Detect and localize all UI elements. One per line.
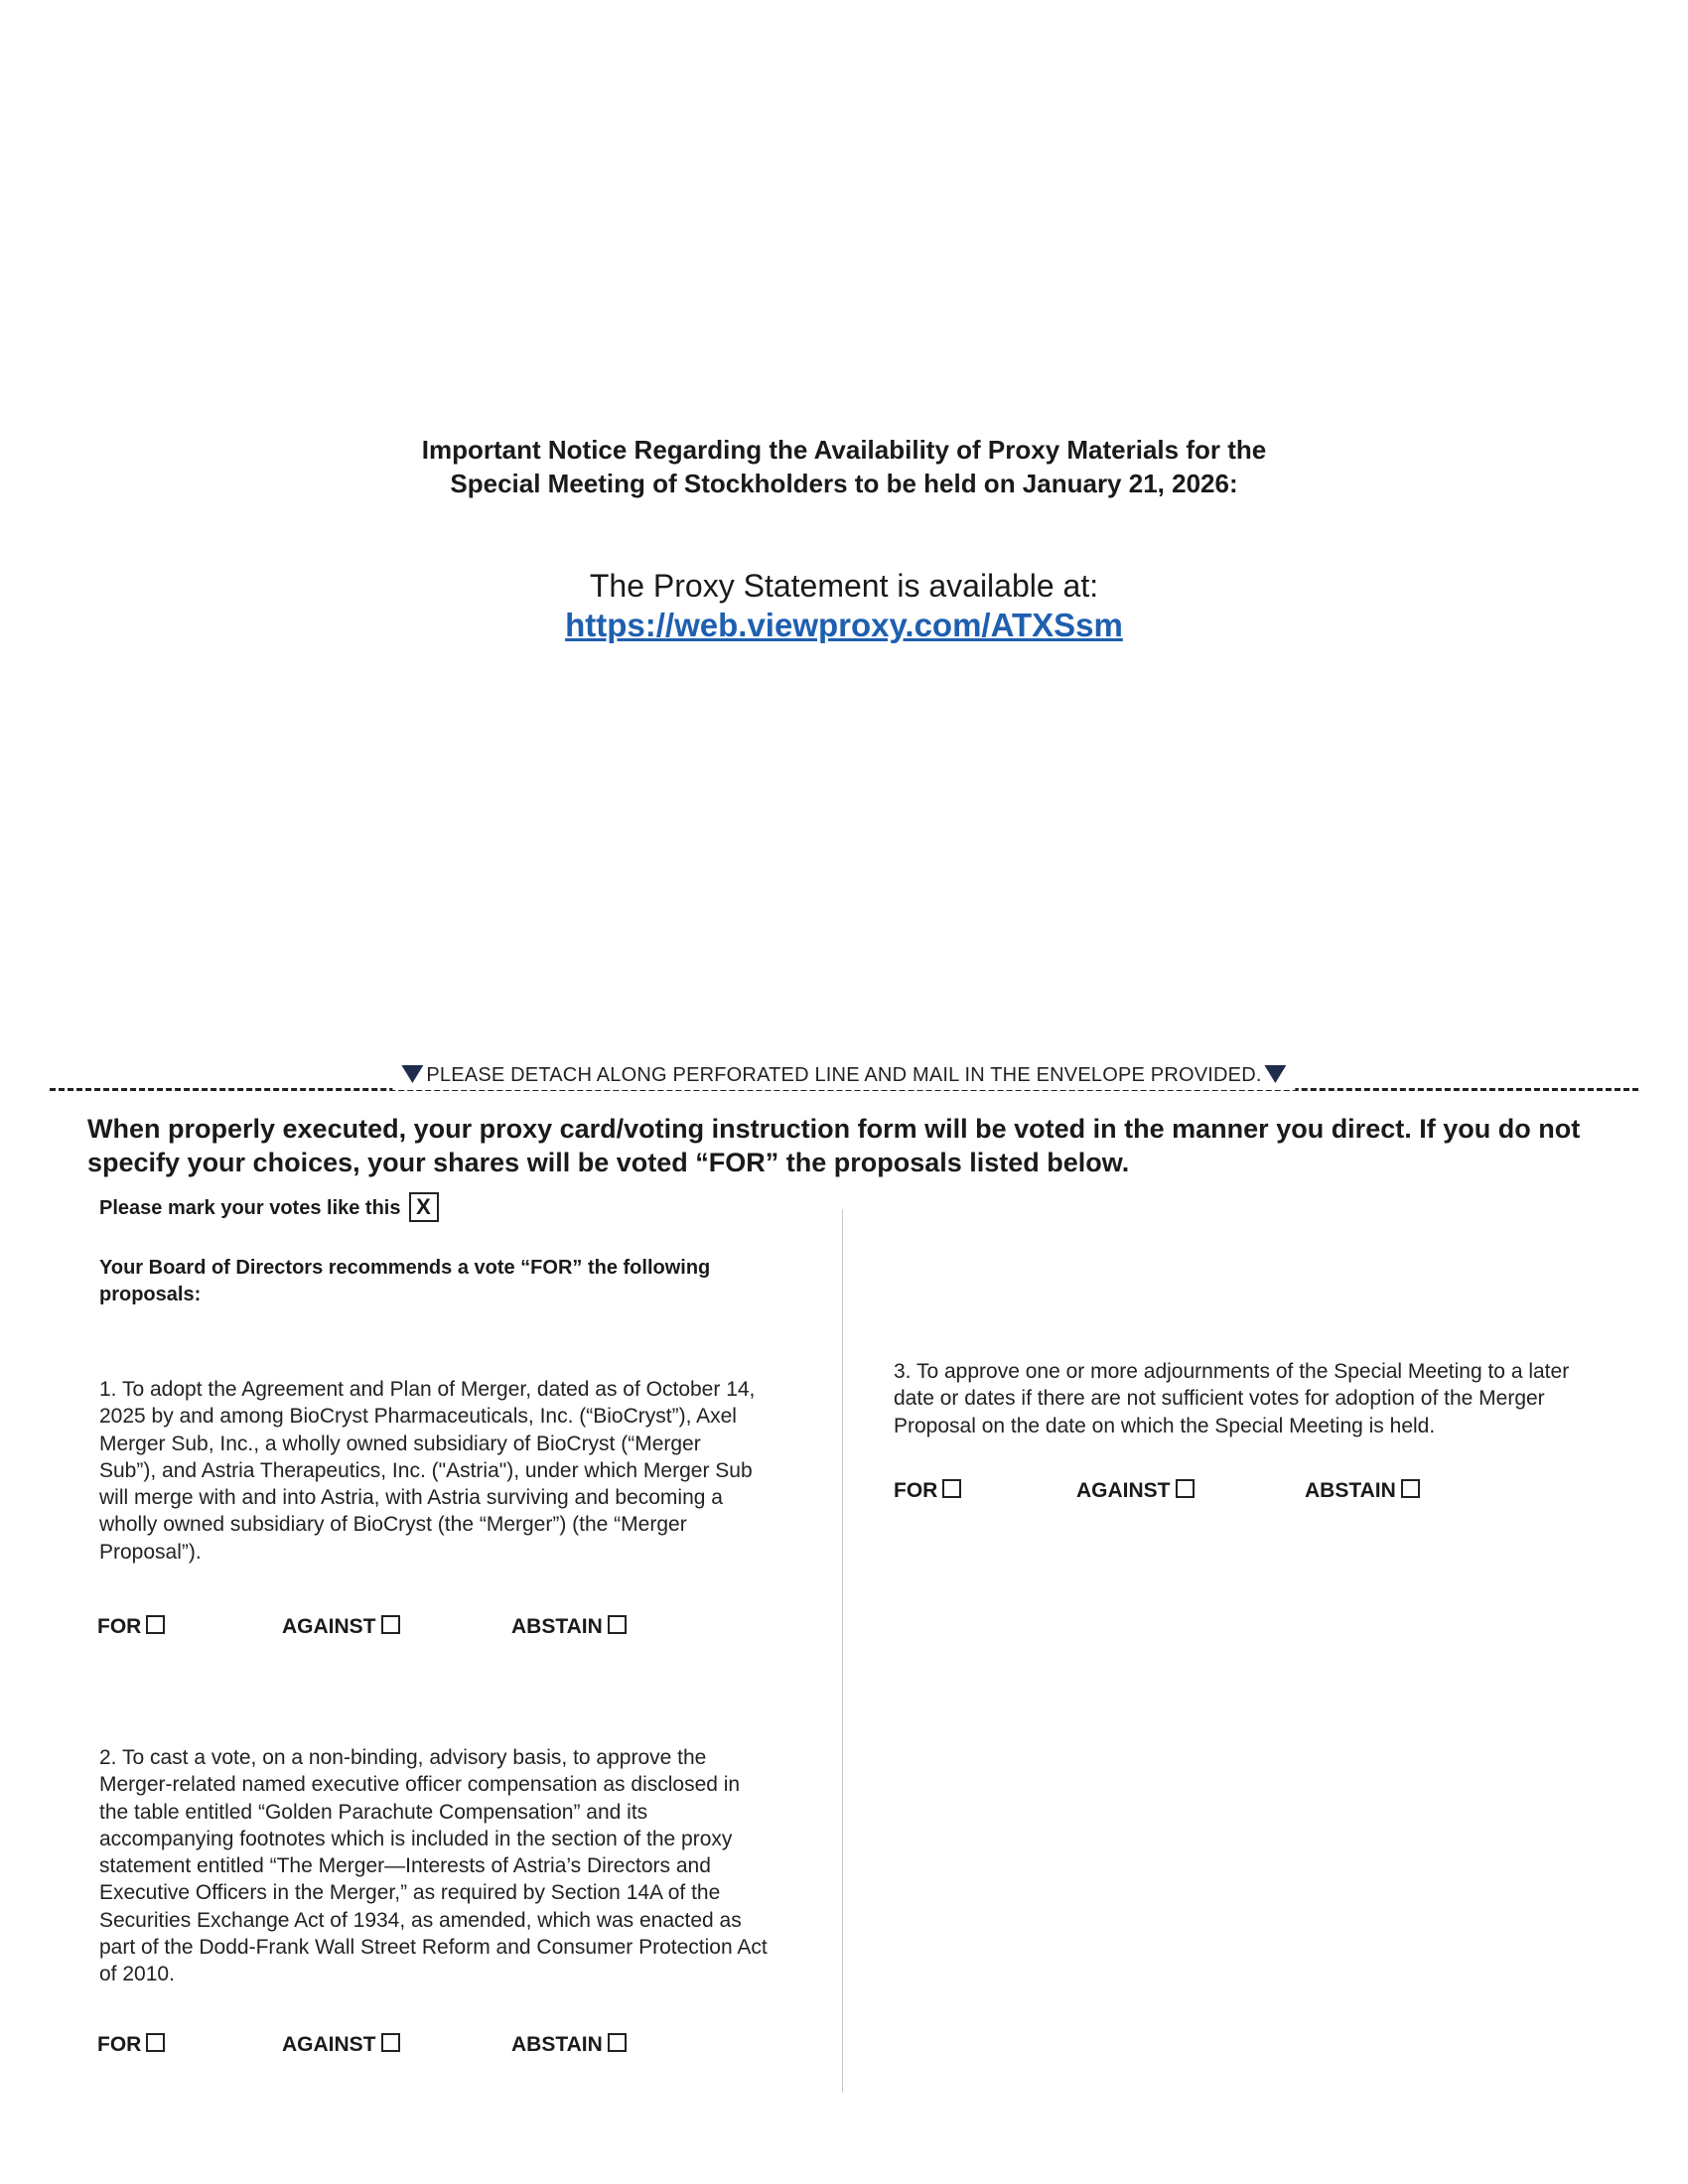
proposal-2-for[interactable]: FOR	[97, 2030, 165, 2060]
board-recommendation: Your Board of Directors recommends a vote “FOR” the following proposals:	[99, 1257, 711, 1305]
proposal-1-for[interactable]: FOR	[97, 1612, 165, 1642]
proposal-1-abstain[interactable]: ABSTAIN	[511, 1612, 627, 1642]
detach-instruction	[392, 1060, 1295, 1090]
notice-line-1: Important Notice Regarding the Availability of Proxy Materials for the	[421, 435, 1267, 465]
checkbox-icon[interactable]	[942, 1479, 961, 1498]
notice-line-2: Special Meeting of Stockholders to be held on January 21, 2026:	[450, 469, 1238, 498]
down-triangle-icon	[1265, 1065, 1287, 1083]
proposal-3: 3. To approve one or more adjournments of the Special Meeting to a later date or dates if there are not sufficient votes for adoption of the Merger Proposal on the date on which the Special Meeting is held.	[894, 1360, 1570, 1437]
proxy-card-intro: When properly executed, your proxy card/voting instruction form will be voted in the manner you direct. If you do not specify your choices, your shares will be voted “FOR” the proposals listed below.	[87, 1114, 1581, 1177]
proposal-2-against[interactable]: AGAINST	[282, 2030, 400, 2060]
checkbox-icon[interactable]	[381, 1615, 400, 1634]
proxy-statement-link[interactable]: https://web.viewproxy.com/ATXSsm	[565, 607, 1123, 643]
proposal-1-against[interactable]: AGAINST	[282, 1612, 400, 1642]
checkbox-icon[interactable]	[146, 2033, 165, 2052]
checkbox-icon[interactable]	[1401, 1479, 1420, 1498]
perforated-detach-line	[50, 1060, 1638, 1096]
availability-label: The Proxy Statement is available at:	[589, 568, 1099, 604]
checkbox-icon[interactable]	[146, 1615, 165, 1634]
proposal-2-votes	[97, 2030, 693, 2060]
mark-votes-example	[99, 1193, 439, 1224]
checkbox-icon[interactable]	[608, 1615, 627, 1634]
proposal-3-abstain[interactable]: ABSTAIN	[1305, 1476, 1420, 1506]
proposal-2-abstain[interactable]: ABSTAIN	[511, 2030, 627, 2060]
checkbox-icon[interactable]	[381, 2033, 400, 2052]
checkbox-icon[interactable]	[608, 2033, 627, 2052]
proposal-2: 2. To cast a vote, on a non-binding, advisory basis, to approve the Merger-related named executive officer compensation as disclosed in the table entitled “Golden Parachute Compensation” and its accompanying footnotes which is included in the section of the proxy statement entitled “The Merger—Interests of Astria’s Directors and Executive Officers in the Merger,” as required by Section 14A of the Securities Exchange Act of 1934, as amended, which was enacted as part of the Dodd-Frank Wall Street Reform and Consumer Protection Act of 2010.	[99, 1746, 768, 1986]
proposal-1: 1. To adopt the Agreement and Plan of Merger, dated as of October 14, 2025 by and among BioCryst Pharmaceuticals, Inc. (“BioCryst”), Axel Merger Sub, Inc., a wholly owned subsidiary of BioCryst (“Merger Sub”), and Astria Therapeutics, Inc. ("Astria"), under which Merger Sub will merge with and into Astria, with Astria surviving and becoming a wholly owned subsidiary of BioCryst (the “Merger”) (the “Merger Proposal”).	[99, 1378, 756, 1564]
proposal-3-against[interactable]: AGAINST	[1076, 1476, 1195, 1506]
column-divider	[842, 1209, 843, 2093]
detach-text: PLEASE DETACH ALONG PERFORATED LINE AND MAIL IN THE ENVELOPE PROVIDED.	[426, 1064, 1262, 1086]
checkbox-icon[interactable]	[1176, 1479, 1195, 1498]
proxy-availability	[0, 566, 1688, 645]
proposal-1-votes	[97, 1612, 693, 1642]
example-checkbox: X	[409, 1192, 439, 1222]
proposal-3-votes	[894, 1476, 1489, 1506]
mark-votes-label: Please mark your votes like this	[99, 1197, 401, 1219]
down-triangle-icon	[401, 1065, 423, 1083]
proposal-3-for[interactable]: FOR	[894, 1476, 961, 1506]
important-notice	[0, 433, 1688, 500]
